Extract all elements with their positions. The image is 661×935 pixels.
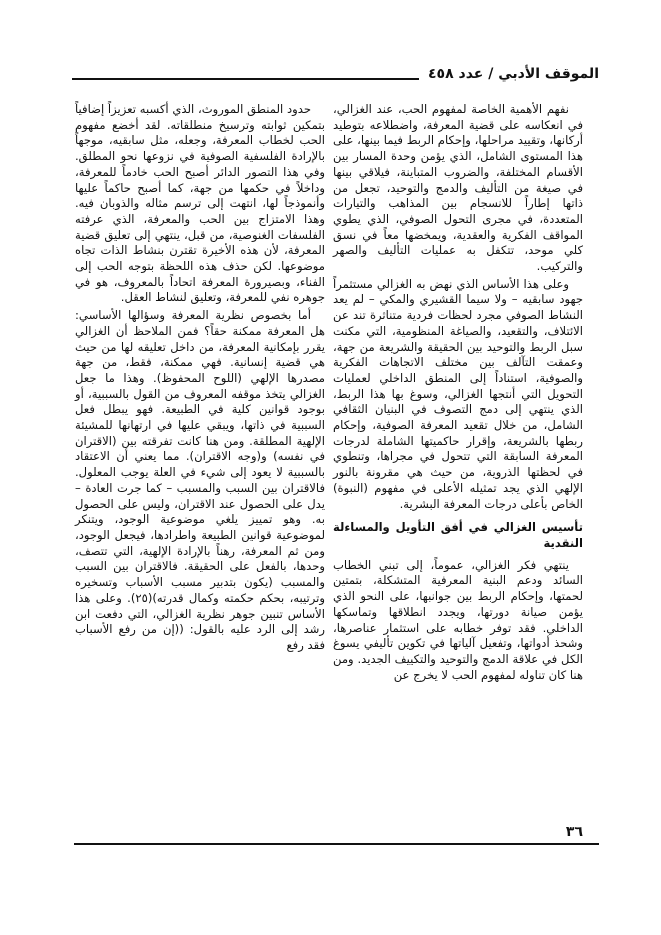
header-rule: [72, 78, 419, 80]
running-header: [72, 58, 599, 88]
paragraph: نفهم الأهمية الخاصة لمفهوم الحب، عند الغزالي، في انعكاسه على قضية المعرفة، واضطلاعه بتوطيد أركانها، وتقييد مراحلها، وإحكام الربط فيما بينها، على هذا المستوى الشامل، الذي يؤمن وحدة المسار بين الأقسام المختلفة، والضروب المتباينة، فيلاقي بينها في صيغة من التأليف والدمج والتوحيد، تجعل من ذاتها إطاراً للانسجام بين المذاهب والتيارات المتعددة، في مجرى التحول الصوفي، الذي يطوي المواقف الفكرية والعقدية، ويمخضها معاً في نسق كلي موحد، تتكفل به عمليات التأليف والصهر والتركيب.: [333, 102, 583, 274]
paragraph: أما بخصوص نظرية المعرفة وسؤالها الأساسي: هل المعرفة ممكنة حقاً؟ فمن الملاحظ أن الغزالي يقرر بإمكانية المعرفة، من داخل تعليقه لها من حيث هي قضية إنسانية. فهي ممكنة، فقط، من جهة مصدرها الإلهي (اللوح المحفوظ). وهذا ما جعل الغزالي يتخذ موقفه المعروف من القول بالسببية، أو بوجود قوانين كلية في الطبيعة. فهو يبطل فعل السببية في ذاتها، ويبقي عليها في ارتهانها للمشيئة الإلهية المطلقة. ومن هنا كانت تفرقته بين (الاقتران في نفسه) و(وجه الاقتران). مما يعني أن الاعتقاد بالسببية لا يعود إلى شيء في العلة يوجب المعلول. فالاقتران بين السبب والمسبب – كما جرت العادة – يدل على الحصول عند الاقتران، وليس على الحصول به. وهو تمييز يلغي موضوعية الوجود، ويتنكر لموضوعية قوانين الطبيعة واطرادها، فيجعل الوجود، ومن ثم المعرفة، رهناً بالإرادة الإلهية، التي تتصف، وحدها، بالفعل على الحقيقة. فالاقتران بين السبب والمسبب (يكون بتدبير مسبب الأسباب وتسخيره وترتيبه، بحكم حكمته وكمال قدرته)(٢٥). وعلى هذا الأساس تنبين جوهر نظرية الغزالي، التي دفعت ابن رشد إلى الرد عليه بالقول: ((إن من رفع الأسباب فقد رفع: [75, 308, 325, 652]
page-number: ٣٦: [565, 824, 583, 840]
footer-rule: [74, 843, 599, 845]
paragraph: ينتهي فكر الغزالي، عموماً، إلى تبني الخطاب السائد ودعم البنية المعرفية المتشكلة، بتمتين لحمتها، وإحكام الربط بين جوانبها، على النحو الذي يؤمن صيانة دورتها، ويجدد انطلاقها وتماسكها الداخلي. فقد توفر خطابه على استثمار عناصرها، وشحذ أدواتها، وتفعيل آلياتها في تكوين تأليفي يسوغ الكل في علاقة الدمج والتوحيد والتكييف الجديد. ومن هنا كان تناوله لمفهوم الحب لا يخرج عن: [333, 557, 583, 682]
section-heading: تأسيس الغزالي في أفق التأويل والمساءلة النقدية: [333, 520, 583, 550]
paragraph: حدود المنطق الموروث، الذي أكسبه تعزيزاً إضافياً بتمكين ثوابته وترسيخ منطلقاته. لقد أخضع مفهوم الحب لخطاب المعرفة، وجعله، مثل سابقيه، موجهاً بالإرادة الفلسفية الصوفية في نزوعها نحو المطلق. وفي هذا التصور الدائر أصبح الحب خادماً للمعرفة، وداخلاً في حكمها من جهة، كما أصبح حاكماً عليها وأنموذجاً لها، انتهت إلى ترسم مثاله والذوبان فيه. وهذا الامتزاج بين الحب والمعرفة، الذي عرفته الفلسفات الغنوصية، من قبل، ينتهي إلى تعليق قضية المعرفة، لأن هذه الأخيرة تقترن بنشاط الذات تجاه موضوعها. لكن حذف هذه اللحظة بتوجه الحب إلى الفناء، وبصيرورة المعرفة اتحاداً بالمعروف، هو في جوهره نفي للمعرفة، وتعليق لنشاط العقل.: [75, 102, 325, 305]
header-title: الموقف الأدبي / عدد ٤٥٨: [428, 66, 599, 82]
left-column: [75, 102, 325, 656]
right-column: [333, 102, 583, 685]
paragraph: وعلى هذا الأساس الذي نهض به الغزالي مستثمراً جهود سابقيه – ولا سيما القشيري والمكي – لم يعد النشاط الصوفي مجرد لحظات فردية متناثرة تند عن الائتلاف، والتقعيد، والصياغة المنظومية، التي مكنت سبل الربط والتوحيد بين الحقيقة والشريعة من جهة، وعمقت التآلف بين مختلف الاتجاهات الفكرية والصوفية، استناداً إلى المنطق الداخلي لعمليات التحويل التي أنتجها الغزالي، وسوغ بها هذا الربط، الذي ينتهي إلى دمج التصوف في البنيان الثقافي الشامل، من خلال تقعيد المعرفة الصوفية، وإحكام ربطها بالشريعة، وإقرار حاكميتها الشاملة لدرجات المعرفة السابقة التي تتحول في مجراها، وتنطوي في لحظتها الذروية، من حيث هي مقرونة بالنور الإلهي الذي يجد تمثيله الأعلى في مفهوم (النبوة) الخاص بأعلى درجات المعرفة البشرية.: [333, 276, 583, 511]
